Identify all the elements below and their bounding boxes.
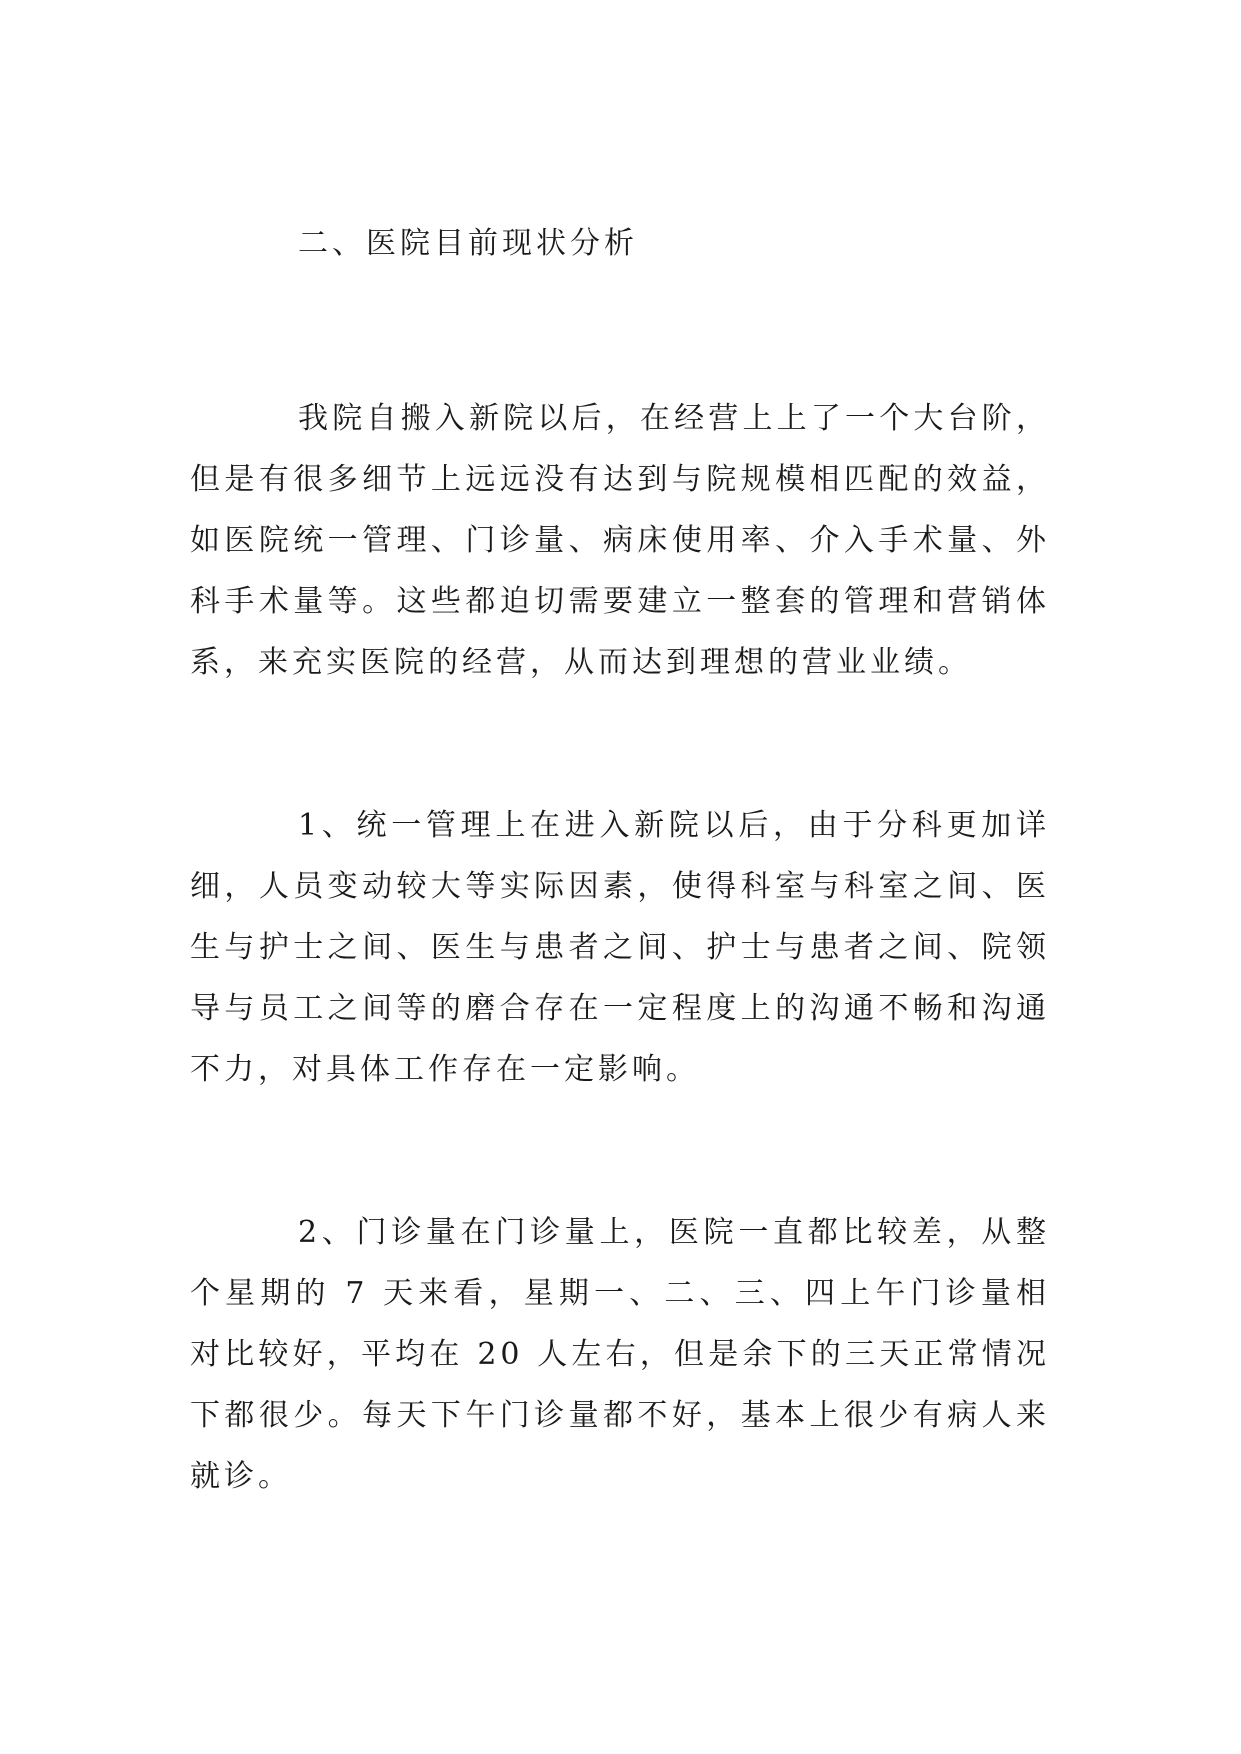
paragraph-outpatient-volume: 2、门诊量在门诊量上，医院一直都比较差，从整个星期的 7 天来看，星期一、二、三、四上午门诊量相对比较好，平均在 20 人左右，但是余下的三天正常情况下都很少。每天下午门诊量都不好，基本上很少有病人来就诊。: [190, 1215, 1050, 1494]
section-heading: 二、医院目前现状分析: [298, 226, 638, 261]
paragraph-overview: 我院自搬入新院以后，在经营上上了一个大台阶，但是有很多细节上远远没有达到与院规模相匹配的效益，如医院统一管理、门诊量、病床使用率、介入手术量、外科手术量等。这些都迫切需要建立一整套的管理和营销体系，来充实医院的经营，从而达到理想的营业业绩。: [190, 401, 1050, 680]
paragraph-unified-management: 1、统一管理上在进入新院以后，由于分科更加详细，人员变动较大等实际因素，使得科室与科室之间、医生与护士之间、医生与患者之间、护士与患者之间、院领导与员工之间等的磨合存在一定程度上的沟通不畅和沟通不力，对具体工作存在一定影响。: [190, 808, 1050, 1087]
